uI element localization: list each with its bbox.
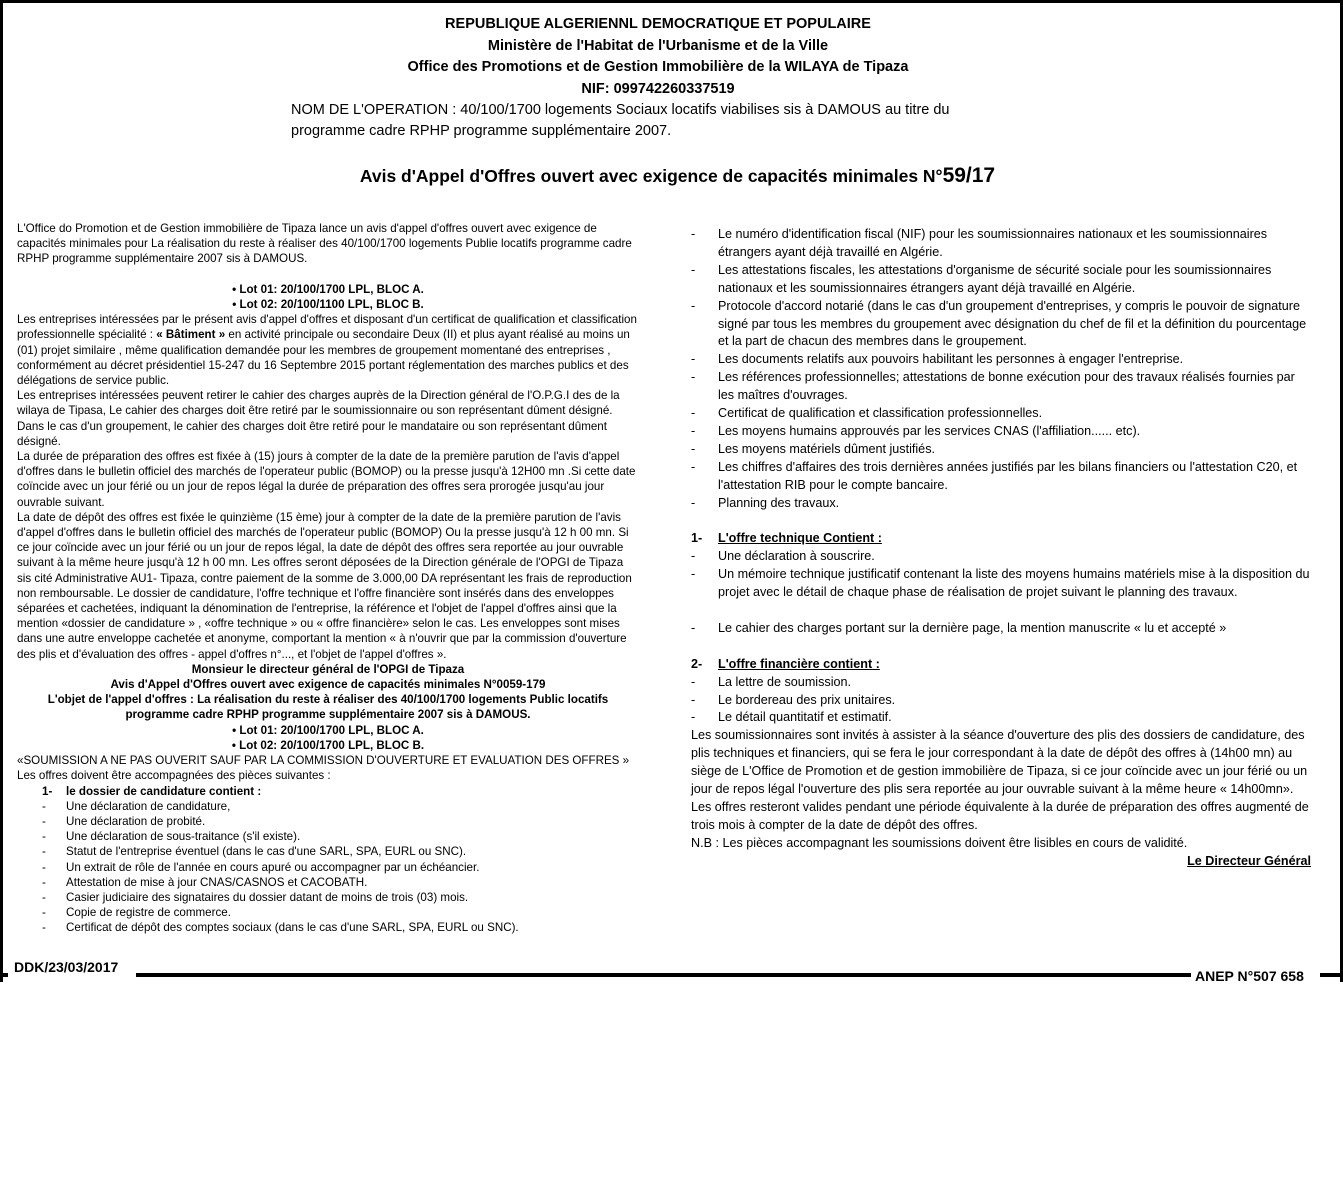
withdrawal-paragraph: Les entreprises intéressées peuvent retirer le cahier des charges auprès de la Direction général de l'O.P.G.I des de la wilaya de Tipasa, Le cahier des charges doit être retiré par le soumissionnaire ou son représentant dûment désigné. Dans le cas d'un groupement, le cahier des charges doit être retiré pour le mandataire ou son représentant dûment désigné. <box>17 389 620 448</box>
soumission-notice: «SOUMISSION A NE PAS OUVERIT SAUF PAR LA COMMISSION D'OUVERTURE ET EVALUATION DES OFFRES » <box>17 754 630 768</box>
spacer <box>691 513 1311 531</box>
requirement-item: - Planning des travaux. <box>691 495 840 510</box>
left-column <box>17 221 639 936</box>
document-title <box>0 164 1343 188</box>
technical-offer-item: - Une déclaration à souscrire. <box>691 549 875 564</box>
opening-paragraph: Les soumissionnaires sont invités à assister à la séance d'ouverture des plis des dossiers de candidature, des plis techniques et financiers, qui se fera le jour correspondant à la date de dépôt des offres à (14h00 mn) au siège de L'Office de Promotion et de gestion immobilière de Tipaza, si ce jour coïncide avec un jour férié ou un jour de repos légal l'ouverture des plis sera reportée au jour ouvrable suivant à la même heure « 14h00mn». <box>691 728 1308 797</box>
financial-offer-item: - Le détail quantitatif et estimatif. <box>691 710 892 725</box>
office-line: Office des Promotions et de Gestion Immobilière de la WILAYA de Tipaza <box>407 59 909 75</box>
dossier-item: - Statut de l'entreprise éventuel (dans le cas d'une SARL, SPA, EURL ou SNC). <box>42 845 467 859</box>
requirement-item: - Les attestations fiscales, les attestations d'organisme de sécurité sociale pour les soumissionnaires nationaux et les soumissionnaires étrangers ayant déjà travaillé en Algérie. <box>691 262 1272 295</box>
border-left <box>0 0 3 982</box>
signature: Le Directeur Général <box>1187 853 1311 868</box>
dossier-title: le dossier de candidature contient : <box>66 784 262 798</box>
cahier-item: - Le cahier des charges portant sur la dernière page, la mention manuscrite « lu et accepté » <box>691 620 1227 635</box>
footer-rule-middle <box>136 973 1191 977</box>
dossier-item: - Un extrait de rôle de l'année en cours apuré ou accompagner par un échéancier. <box>42 860 480 874</box>
footer-rule-right <box>1320 973 1343 977</box>
eligibility-paragraph <box>17 312 639 388</box>
nb-note: N.B : Les pièces accompagnant les soumissions doivent être lisibles en cours de validité. <box>691 835 1188 850</box>
requirement-item: - Les moyens matériels dûment justifiés. <box>691 441 935 456</box>
footer-reference-right: ANEP N°507 658 <box>1195 968 1304 984</box>
eligibility-text: Les entreprises intéressées par le présent avis d'appel d'offres et disposant d'un certificat de qualification et classification professionnelle spécialité : <box>17 313 637 342</box>
republic-line: REPUBLIQUE ALGERIENNL DEMOCRATIQUE ET POPULAIRE <box>445 16 871 32</box>
technical-offer-heading <box>691 530 1311 548</box>
footer-rule-left <box>0 973 8 977</box>
technical-offer-number: 1- <box>691 531 703 546</box>
document-header <box>0 14 1316 100</box>
requirement-item: - Les chiffres d'affaires des trois dernières années justifiés par les bilans financiers ou l'attestation C20, et l'attestation RIB pour le compte bancaire. <box>691 459 1298 492</box>
dossier-item: - Copie de registre de commerce. <box>42 906 231 920</box>
dossier-item: - Attestation de mise à jour CNAS/CASNOS et CACOBATH. <box>42 875 368 889</box>
dossier-heading <box>17 784 639 799</box>
requirement-item: - Les moyens humains approuvés par les services CNAS (l'affiliation...... etc). <box>691 423 1141 438</box>
spacer <box>17 267 639 282</box>
technical-offer-title: L'offre technique Contient : <box>718 531 882 546</box>
nif-line: NIF: 099742260337519 <box>581 80 735 97</box>
footer-reference-left: DDK/23/03/2017 <box>14 959 119 975</box>
deposit-paragraph: La date de dépôt des offres est fixée le quinzième (15 ème) jour à compter de la date de la première parution de l'avis d'appel d'offres dans le bulletin officiel des marchés de l'operateur public (BOMOP) Ou la presse jusqu'à 12 h 00 mn. Si ce jour coïncide avec un jour férié ou un jour de repos légal, la date de dépôt des offres sera reportée au jour ouvrable suivant à la même heure jusqu'à 12 h 00 mn. Les offres seront déposées de la Direction générale de l'OPGI de Tipaza sis cité Administrative AU1- Tipaza, contre paiement de la somme de 3.000,00 DA représentant les frais de reproduction non remboursable. Le dossier de candidature, l'offre technique et l'offre financière sont insérés dans des enveloppes séparées et cachetées, indiquant la dénomination de l'entreprise, la référence et l'objet de l'appel d'offres ainsi que la mention «dossier de candidature » , «offre technique » ou « offre financière» selon le cas. Les enveloppes sont mises dans une autre enveloppe cachetée et anonyme, comportant la mention « à n'ouvrir que par la commission d'ouverture des plis et d'évaluation des offres - appel d'offres n°..., et l'objet de l'appel d'offres ». <box>17 510 632 661</box>
requirement-item: - Certificat de qualification et classification professionnelles. <box>691 406 1043 421</box>
eligibility-text-cont: en activité principale ou secondaire Deux (II) et plus ayant réalisé au moins un (01) projet similaire , même qualification demandée pour les membres de groupement momentané des entreprises , conformément au décret présidentiel 15-247 du 16 Septembre 2015 portant réglementation des marches publics et des délégations de service public. <box>17 328 630 388</box>
lot-1: • Lot 01: 20/100/1700 LPL, BLOC A. <box>232 282 424 296</box>
dossier-item: - Casier judiciaire des signataires du dossier datant de moins de trois (03) mois. <box>42 890 469 904</box>
title-number: 59/17 <box>942 164 996 187</box>
intro-paragraph: L'Office do Promotion et de Gestion immobilière de Tipaza lance un avis d'appel d'offres ouvert avec exigence de capacités minimales pour La réalisation du reste à réaliser des 40/100/1700 logements Publie locatifs programme cadre RPHP programme supplémentaire 2007 sis à DAMOUS. <box>17 222 632 266</box>
address-line-1: Monsieur le directeur général de l'OPGI de Tipaza <box>191 662 465 676</box>
lot-2: • Lot 02: 20/100/1100 LPL, BLOC B. <box>232 298 424 311</box>
dossier-item: - Une déclaration de probité. <box>42 814 206 828</box>
requirement-item: - Les références professionnelles; attestations de bonne exécution pour des travaux réalisés fournies par les maîtres d'ouvrages. <box>691 370 1295 403</box>
address-line-2: Avis d'Appel d'Offres ouvert avec exigence de capacités minimales N°0059-179 <box>110 678 546 692</box>
lot-1-repeat: • Lot 01: 20/100/1700 LPL, BLOC A. <box>232 723 424 737</box>
financial-offer-title: L'offre financière contient : <box>718 656 880 671</box>
requirement-item: - Protocole d'accord notarié (dans le cas d'un groupement d'entreprises, y compris le pouvoir de signature signé par tous les membres du groupement avec désignation du chef de fil et la définition du pourcentage et la part de chacun des membres dans le groupement. <box>691 298 1307 349</box>
financial-offer-number: 2- <box>691 656 703 671</box>
operation-name: NOM DE L'OPERATION : 40/100/1700 logements Sociaux locatifs viabilises sis à DAMOUS au titre du programme cadre RPHP programme supplémentaire 2007. <box>291 102 950 139</box>
dossier-item: - Une déclaration de candidature, <box>42 799 231 813</box>
financial-offer-item: - Le bordereau des prix unitaires. <box>691 692 896 707</box>
dossier-item: - Certificat de dépôt des comptes sociaux (dans le cas d'une SARL, SPA, EURL ou SNC). <box>42 921 519 935</box>
financial-offer-item: - La lettre de soumission. <box>691 674 852 689</box>
validity-paragraph: Les offres resteront valides pendant une période équivalente à la durée de préparation des offres augmenté de trois mois à compter de la date de dépôt des offres. <box>691 799 1309 832</box>
requirement-item: - Les documents relatifs aux pouvoirs habilitant les personnes à engager l'entreprise. <box>691 352 1184 367</box>
spacer <box>691 638 1311 656</box>
technical-offer-item: - Un mémoire technique justificatif contenant la liste des moyens humains matériels mise à la disposition du projet avec le détail de chaque phase de réalisation de projet suivant le planning des travaux. <box>691 567 1310 600</box>
border-top <box>0 0 1340 3</box>
dossier-item: - Une déclaration de sous-traitance (s'il existe). <box>42 830 301 844</box>
title-text: Avis d'Appel d'Offres ouvert avec exigence de capacités minimales N° <box>359 166 943 186</box>
pieces-intro: Les offres doivent être accompagnées des pièces suivantes : <box>17 769 331 783</box>
financial-offer-heading <box>691 656 1311 674</box>
right-column <box>691 226 1311 871</box>
lot-2-repeat: • Lot 02: 20/100/1700 LPL, BLOC B. <box>231 738 425 752</box>
specialty-text: « Bâtiment » <box>156 328 226 342</box>
preparation-paragraph: La durée de préparation des offres est fixée à (15) jours à compter de la date de la première parution de l'avis d'appel d'offres dans le bulletin officiel des marchés de l'operateur public (BOMOP) ou la presse jusqu'à 12H00 mn .Si cette date coïncide avec un jour férié ou un jour de repos légal la durée de préparation des offres sera prorogée jusqu'au jour ouvrable suivant. <box>17 450 636 509</box>
address-line-3: L'objet de l'appel d'offres : La réalisation du reste à réaliser des 40/100/1700 logements Public locatifs programme cadre RPHP programme supplémentaire 2007 sis à DAMOUS. <box>47 693 609 722</box>
requirement-item: - Le numéro d'identification fiscal (NIF) pour les soumissionnaires nationaux et les soumissionnaires étrangers ayant déjà travaillé en Algérie. <box>691 227 1268 259</box>
dossier-number: 1- <box>42 784 53 798</box>
spacer <box>691 602 1311 620</box>
ministry-line: Ministère de l'Habitat de l'Urbanisme et de la Ville <box>487 37 829 54</box>
